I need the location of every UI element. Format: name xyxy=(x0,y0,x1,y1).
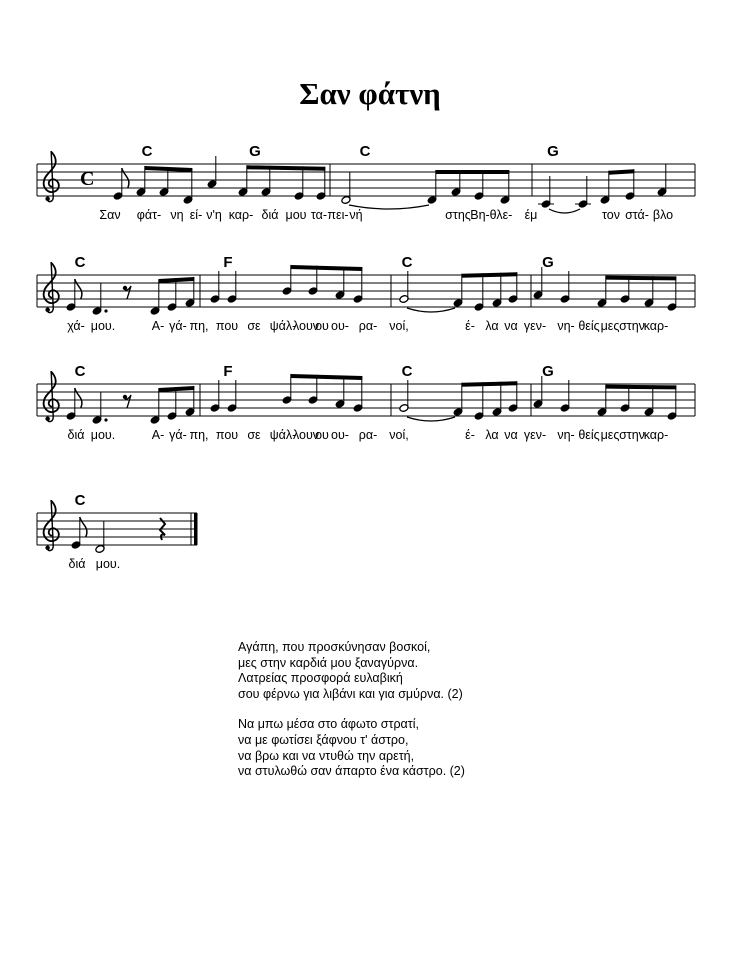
lyric-syllable: τον xyxy=(602,208,620,222)
lyric-syllable: Α- xyxy=(151,428,165,442)
lyric-syllable: ου xyxy=(315,428,329,442)
lyric-syllable: γά- xyxy=(169,319,187,333)
beam xyxy=(462,381,518,416)
lyric-syllable: στά- xyxy=(625,208,649,222)
lyric-syllable: χά- xyxy=(67,319,85,333)
lyric-syllable: νή xyxy=(349,208,363,222)
lyric-syllable: λα xyxy=(485,428,499,442)
lyric-syllable: να xyxy=(504,319,518,333)
lyric-syllable: μες xyxy=(600,319,620,333)
lyric-syllable: λουν xyxy=(292,319,320,333)
chord-symbol: F xyxy=(223,254,233,271)
tie xyxy=(549,209,580,213)
lyric-syllable: καρ- xyxy=(643,428,669,442)
lyric-syllable: μου xyxy=(285,208,307,222)
lyric-syllable: Σαν xyxy=(99,208,121,222)
lyric-syllable: ν'η xyxy=(206,208,222,222)
quarter-note xyxy=(560,380,570,412)
quarter-note xyxy=(560,271,570,303)
lyric-syllable: ψάλ- xyxy=(269,428,297,442)
eighth-rest-icon xyxy=(123,395,131,408)
half-note xyxy=(399,271,409,303)
lyric-syllable: που xyxy=(215,319,239,333)
lyric-syllable: νη- xyxy=(557,319,575,333)
quarter-note xyxy=(227,380,237,412)
lyric-syllable: έμ xyxy=(524,208,538,222)
lyric-syllable: λουν xyxy=(292,428,320,442)
lyric-syllable: ρα- xyxy=(358,319,378,333)
lyric-syllable: που xyxy=(215,428,239,442)
lyric-syllable: βλο xyxy=(652,208,674,222)
eighth-note xyxy=(575,176,591,208)
beam xyxy=(247,165,325,196)
lyric-syllable: μου. xyxy=(90,428,116,442)
treble-clef-icon xyxy=(44,152,59,202)
lyric-syllable: Βη- xyxy=(470,208,490,222)
lyric-syllable: ψάλ- xyxy=(269,319,297,333)
verse-line: σου φέρνω για λιβάνι και για σμύρνα. (2) xyxy=(238,686,463,701)
lyric-syllable: στην xyxy=(619,319,645,333)
lyric-syllable: στην xyxy=(619,428,645,442)
treble-clef-icon xyxy=(44,501,59,551)
quarter-note xyxy=(210,271,220,303)
lyric-syllable: μες xyxy=(600,428,620,442)
chord-symbol: G xyxy=(542,363,554,380)
quarter-note xyxy=(210,380,220,412)
lyric-syllable: καρ- xyxy=(643,319,669,333)
lyric-syllable: διά xyxy=(68,557,86,571)
tie xyxy=(407,417,455,421)
lyric-syllable: ρα- xyxy=(358,428,378,442)
lyric-syllable: γεν- xyxy=(523,319,547,333)
staff-system-2 xyxy=(37,265,695,312)
lyric-syllable: διά xyxy=(67,428,85,442)
half-note xyxy=(399,380,409,412)
verse-line: να στυλωθώ σαν άπαρτο ένα κάστρο. (2) xyxy=(238,764,465,779)
chord-symbol: G xyxy=(542,254,554,271)
lyric-syllable: γεν- xyxy=(523,428,547,442)
verse-line: Να μπω μέσα στο άφωτο στρατί, xyxy=(238,717,419,732)
lyric-syllable: γά- xyxy=(169,428,187,442)
beam xyxy=(145,166,193,200)
lyric-syllable: νοί, xyxy=(389,428,409,442)
lyric-syllable: πη, xyxy=(189,319,209,333)
verse-line: μες στην καρδιά μου ξαναγύρνα. xyxy=(238,655,419,670)
lyric-syllable: νη xyxy=(170,208,184,222)
eighth-rest-icon xyxy=(123,286,131,299)
tie xyxy=(407,308,455,312)
treble-clef-icon xyxy=(44,372,59,422)
lyric-syllable: Α- xyxy=(151,319,165,333)
beam xyxy=(291,265,363,299)
lyric-syllable: ου- xyxy=(331,428,349,442)
verse-line: να με φωτίσει ξάφνου τ' άστρο, xyxy=(238,732,409,747)
lyric-syllable: λα xyxy=(485,319,499,333)
lyric-syllable: σε xyxy=(247,319,261,333)
lyric-syllable: διά xyxy=(261,208,279,222)
lyric-syllable: φάτ- xyxy=(136,208,162,222)
beam xyxy=(436,170,510,200)
final-barline xyxy=(194,513,198,545)
chord-symbol: C xyxy=(74,254,86,271)
staff-system-1 xyxy=(37,164,695,213)
lyric-syllable: τα- xyxy=(310,208,328,222)
lyric-syllable: έ- xyxy=(465,428,475,442)
lyric-syllable: μου. xyxy=(90,319,116,333)
chord-symbol: C xyxy=(74,492,86,509)
quarter-note xyxy=(538,176,554,208)
lyric-syllable: νη- xyxy=(557,428,575,442)
verse-line: να βρω και να ντυθώ την αρετή, xyxy=(238,748,415,763)
lyric-syllable: πη, xyxy=(189,428,209,442)
chord-symbol: G xyxy=(547,143,559,160)
chord-symbol: C xyxy=(359,143,371,160)
lyric-syllable: ου- xyxy=(331,319,349,333)
chord-symbol: C xyxy=(74,363,86,380)
beam xyxy=(462,272,518,307)
lyric-syllable: εί- xyxy=(189,208,203,222)
staff-system-3 xyxy=(37,374,695,421)
lyric-syllable: να xyxy=(504,428,518,442)
lyric-syllable: στης xyxy=(445,208,471,222)
chord-symbol: C xyxy=(401,254,413,271)
lyric-syllable: θλε- xyxy=(489,208,513,222)
treble-clef-icon xyxy=(44,263,59,313)
quarter-note xyxy=(227,271,237,303)
verse-stanza-1 xyxy=(238,640,465,702)
lyric-syllable: σε xyxy=(247,428,261,442)
verse-stanza-2 xyxy=(238,717,465,779)
verses-block xyxy=(238,640,465,795)
page-title: Σαν φάτνη xyxy=(299,76,441,111)
lyric-syllable: έ- xyxy=(465,319,475,333)
verse-line: Αγάπη, που προσκύνησαν βοσκοί, xyxy=(238,640,431,654)
staff-system-4 xyxy=(37,513,198,545)
chord-symbol: G xyxy=(249,143,261,160)
lyric-syllable: θείς xyxy=(578,428,600,442)
lyric-syllable: πει- xyxy=(327,208,349,222)
chord-symbol: C xyxy=(401,363,413,380)
lyric-syllable: νοί, xyxy=(389,319,409,333)
beam xyxy=(291,374,363,408)
lyric-syllable: ου xyxy=(315,319,329,333)
chord-symbol: C xyxy=(141,143,153,160)
lyric-syllable: καρ- xyxy=(228,208,254,222)
time-signature: C xyxy=(80,168,95,190)
chord-symbol: F xyxy=(223,363,233,380)
lyric-syllable: θείς xyxy=(578,319,600,333)
verse-line: Λατρείας προσφορά ευλαβική xyxy=(238,671,403,686)
lyric-syllable: μου. xyxy=(95,557,121,571)
